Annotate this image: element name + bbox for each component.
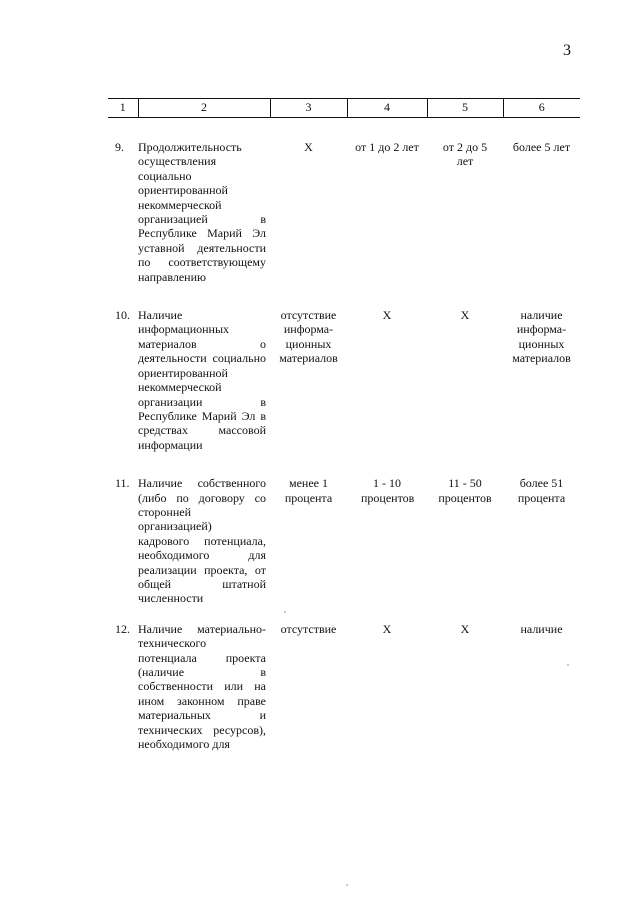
table-row — [108, 622, 580, 752]
criteria-table — [108, 98, 580, 751]
value-cell: 11 - 50 процентов — [438, 476, 492, 505]
value-cell: Х — [460, 308, 470, 323]
row-number: 9. — [115, 140, 124, 154]
column-header: 6 — [503, 99, 580, 118]
value-cell: Х — [304, 140, 313, 154]
value-cell: от 2 до 5 лет — [442, 140, 488, 169]
criterion-cell: Наличие собственного (либо по договору со сторонней организацией) кадрового потенциала, необходимого для реализации проекта, от общей штатной численности — [138, 476, 266, 606]
value-cell: наличие — [520, 621, 563, 636]
value-cell: Х — [382, 308, 392, 323]
column-header: 1 — [108, 99, 138, 118]
value-cell: 1 - 10 процентов — [361, 476, 415, 505]
table-header-row — [108, 99, 580, 118]
value-cell: более 51 процента — [517, 476, 566, 505]
scan-speck — [284, 611, 286, 613]
value-cell: менее 1 процента — [284, 476, 333, 505]
criterion-cell: Наличие материально-технического потенциала проекта (наличие в собственности или на ином законном праве материальных и технических ресурсов), необходимого для — [138, 621, 266, 752]
criterion-cell: Продолжительность осуществления социально ориентированной некоммерческой организацией в Республике Марий Эл уставной деятельности по соответствующему направлению — [138, 140, 266, 284]
value-cell: от 1 до 2 лет — [355, 140, 419, 154]
scan-speck — [567, 664, 569, 666]
value-cell: отсутствие информа-ционных материалов — [279, 308, 338, 366]
row-number: 11. — [115, 476, 130, 491]
table-row — [108, 140, 580, 284]
table-row — [108, 476, 580, 606]
row-number: 10. — [115, 308, 130, 323]
column-header: 3 — [270, 99, 347, 118]
value-cell: Х — [382, 621, 392, 636]
value-cell: наличие информа-ционных материалов — [512, 308, 571, 366]
scan-speck — [346, 884, 348, 886]
column-header: 5 — [427, 99, 503, 118]
value-cell: отсутствие — [280, 621, 337, 636]
column-header: 2 — [138, 99, 270, 118]
page-number: 3 — [563, 42, 571, 59]
value-cell: Х — [460, 621, 470, 636]
value-cell: более 5 лет — [512, 140, 571, 154]
row-number: 12. — [115, 621, 130, 636]
criterion-cell: Наличие информационных материалов о деятельности социально ориентированной некоммерческой организации в Республике Марий Эл в средствах массовой информации — [138, 308, 266, 452]
column-header: 4 — [347, 99, 427, 118]
table-row — [108, 308, 580, 452]
